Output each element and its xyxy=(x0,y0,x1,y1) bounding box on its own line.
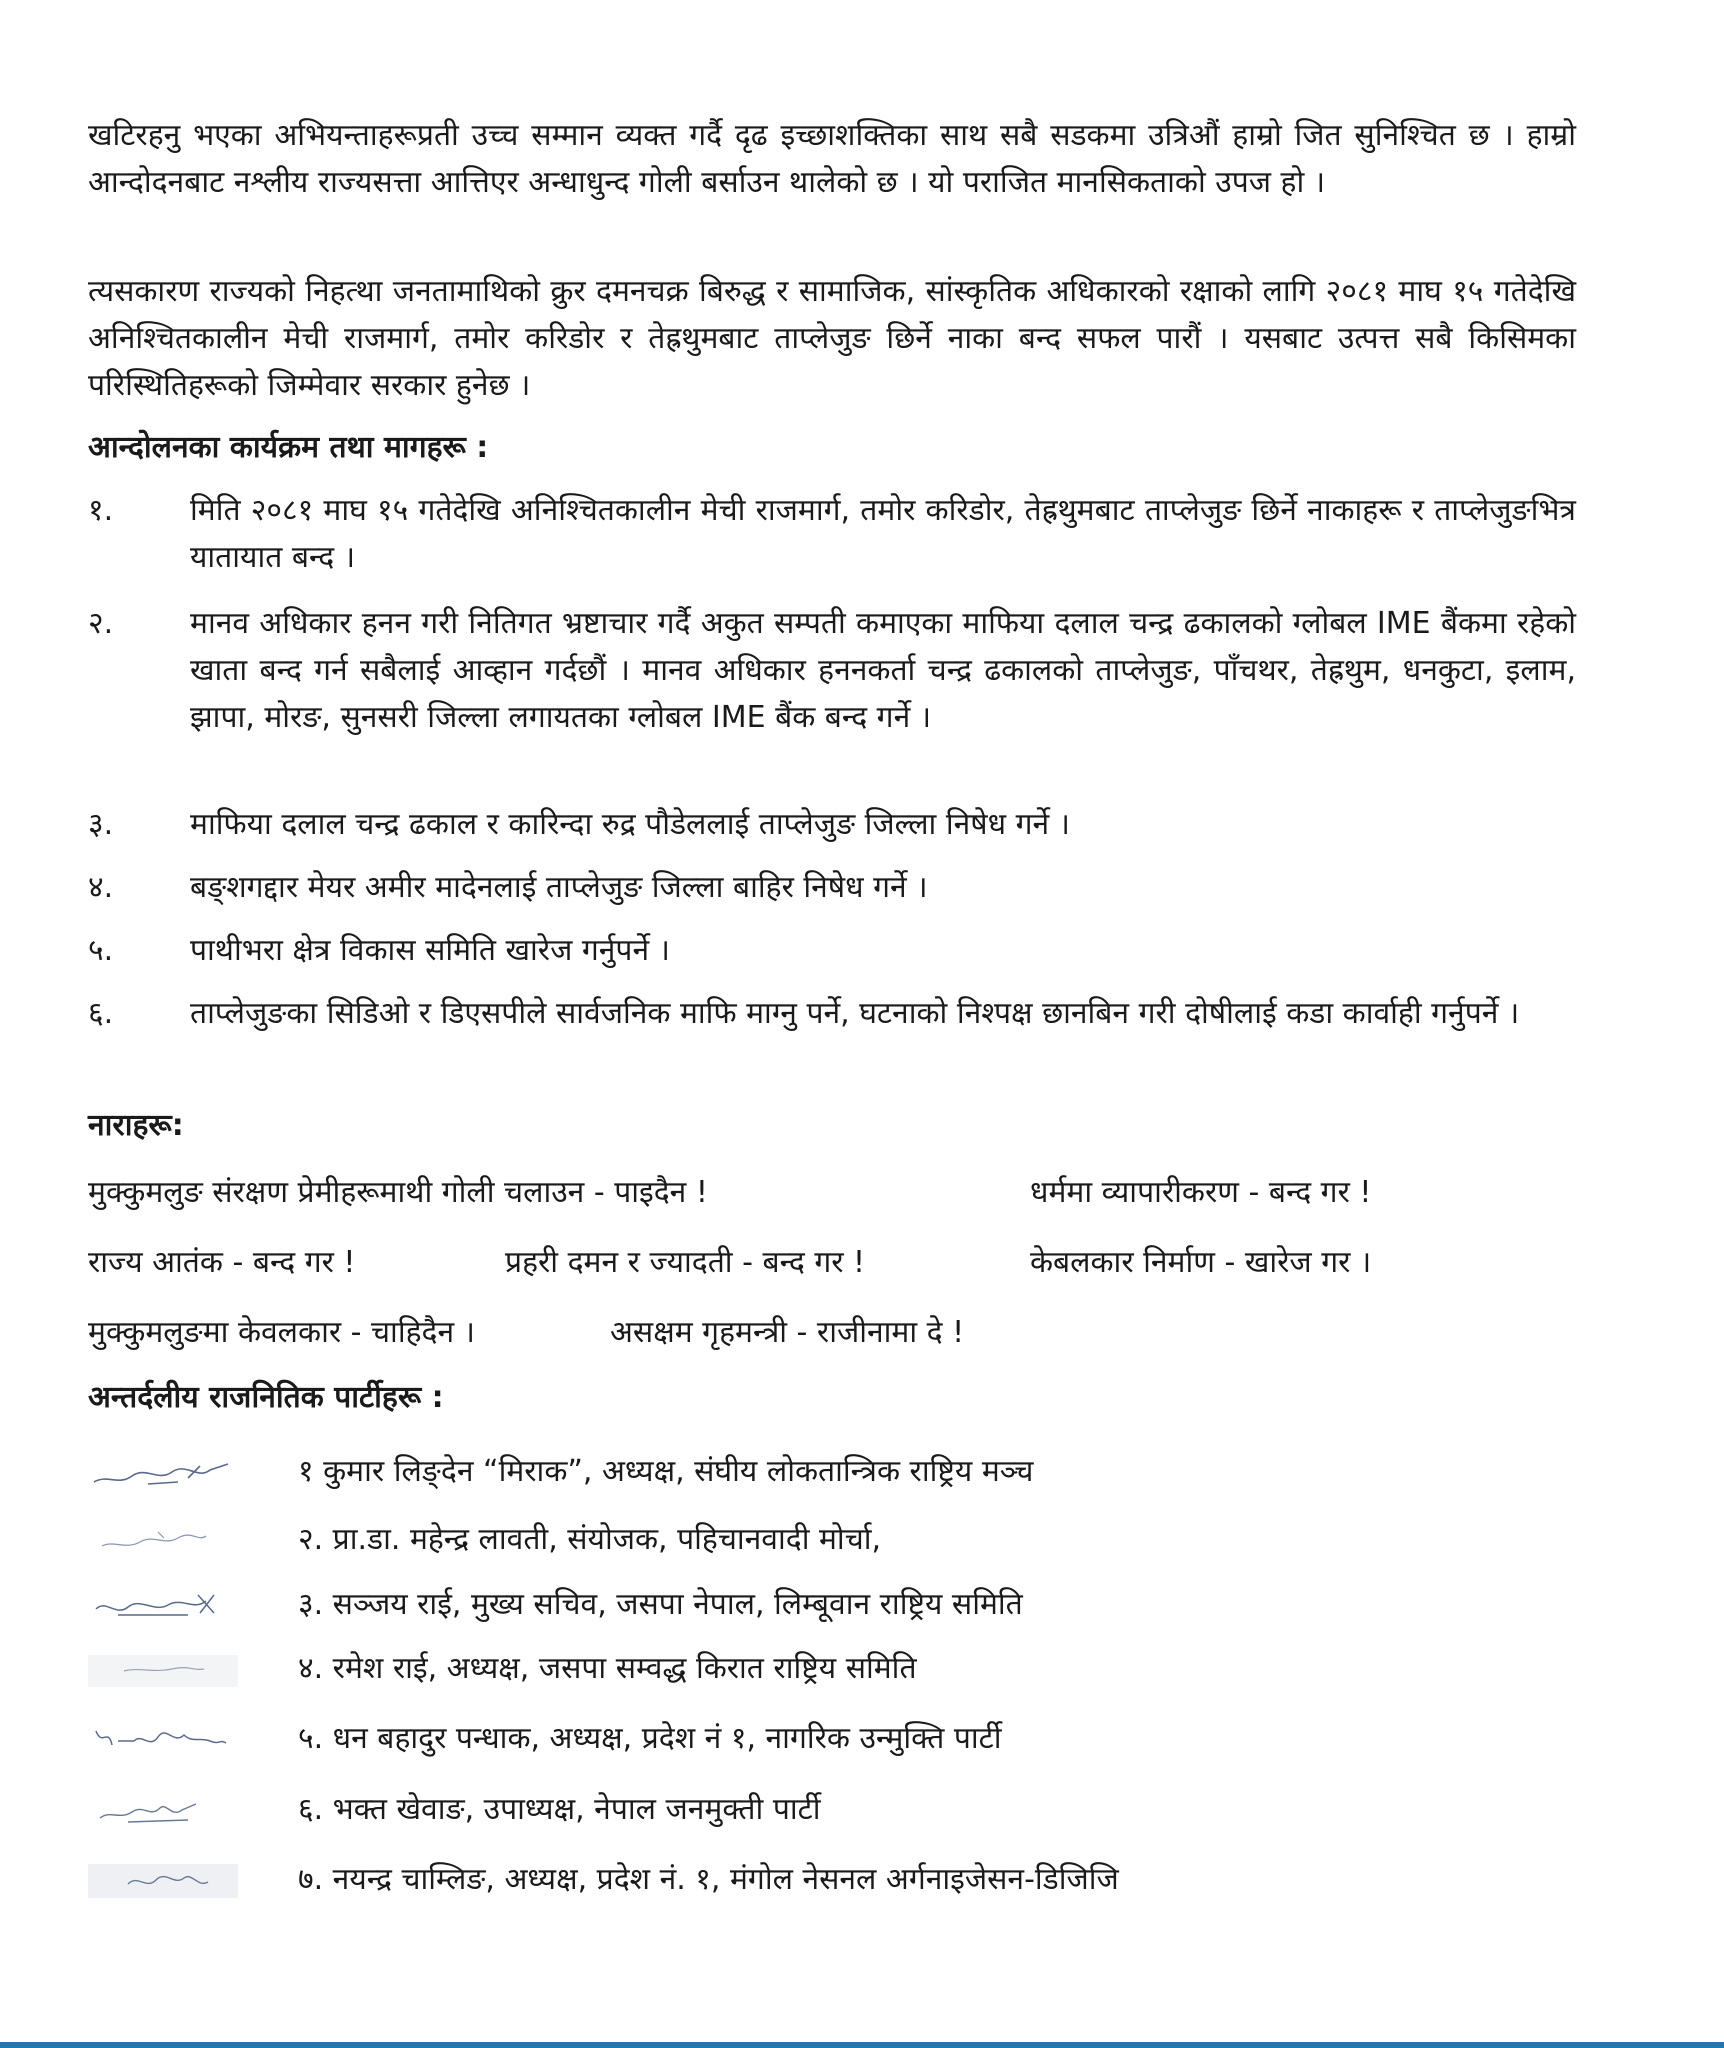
party-member-text: ३. सञ्जय राई, मुख्य सचिव, जसपा नेपाल, लिम्बूवान राष्ट्रिय समिति xyxy=(298,1587,1023,1622)
demand-item xyxy=(88,864,1576,911)
slogan: मुक्कुमलुङमा केवलकार - चाहिदैन । xyxy=(88,1315,476,1350)
demand-item xyxy=(88,600,1576,741)
intro-paragraph-2: त्यसकारण राज्यको निहत्था जनतामाथिको क्रुर दमनचक्र बिरुद्ध र सामाजिक, सांस्कृतिक अधिकारको रक्षाको लागि २०८१ माघ १५ गतेदेखि अनिश्चितकालीन मेची राजमार्ग, तमोर करिडोर र तेह्रथुमबाट ताप्लेजुङ छिर्ने नाका बन्द सफल पारौं । यसबाट उत्पत्त सबै किसिमका परिस्थितिहरूको जिम्मेवार सरकार हुनेछ । xyxy=(88,274,1576,403)
slogan: धर्ममा व्यापारीकरण - बन्द गर ! xyxy=(1030,1175,1372,1210)
party-member-text: ६. भक्त खेवाङ, उपाध्यक्ष, नेपाल जनमुक्ती पार्टी xyxy=(298,1792,821,1827)
bottom-rule xyxy=(0,2042,1724,2048)
demand-text: मानव अधिकार हनन गरी नितिगत भ्रष्टाचार गर्दै अकुत सम्पती कमाएका माफिया दलाल चन्द्र ढकालको ग्लोबल IME बैंकमा रहेको खाता बन्द गर्न सबैलाई आव्हान गर्दछौं । मानव अधिकार हननकर्ता चन्द्र ढकालको ताप्लेजुङ, पाँचथर, तेह्रथुम, धनकुटा, इलाम, झापा, मोरङ, सुनसरी जिल्ला लगायतका ग्लोबल IME बैंक बन्द गर्ने । xyxy=(190,606,1576,735)
party-member-text: ७. नयन्द्र चाम्लिङ, अध्यक्ष, प्रदेश नं. १, मंगोल नेसनल अर्गनाइजेसन-डिजिजि xyxy=(298,1862,1119,1897)
slogan: राज्य आतंक - बन्द गर ! xyxy=(88,1245,356,1280)
party-member-text: १ कुमार लिङ्देन “मिराक”, अध्यक्ष, संघीय लोकतान्त्रिक राष्ट्रिय मञ्च xyxy=(298,1454,1034,1489)
signature-4-icon xyxy=(88,1649,238,1691)
signature-3-icon xyxy=(88,1585,238,1627)
demand-text: पाथीभरा क्षेत्र विकास समिति खारेज गर्नुपर्ने । xyxy=(190,933,671,968)
intro-paragraph-1: खटिरहनु भएका अभियन्ताहरूप्रती उच्च सम्मान व्यक्त गर्दै दृढ इच्छाशक्तिका साथ सबै सडकमा उत्रिऔं हाम्रो जित सुनिश्चित छ । हाम्रो आन्दोदनबाट नश्लीय राज्यसत्ता आत्तिएर अन्धाधुन्द गोली बर्साउन थालेको छ । यो पराजित मानसिकताको उपज हो । xyxy=(88,118,1576,200)
demand-item xyxy=(88,927,1576,974)
signature-1-icon xyxy=(88,1452,238,1494)
party-signatory xyxy=(0,1583,1724,1633)
party-member-text: ५. धन बहादुर पन्धाक, अध्यक्ष, प्रदेश नं १, नागरिक उन्मुक्ति पार्टी xyxy=(298,1721,1002,1756)
demand-item xyxy=(88,801,1576,848)
demand-text: बङ्शगद्दार मेयर अमीर मादेनलाई ताप्लेजुङ जिल्ला बाहिर निषेध गर्ने । xyxy=(190,870,928,905)
demand-text: माफिया दलाल चन्द्र ढकाल र कारिन्दा रुद्र पौडेललाई ताप्लेजुङ जिल्ला निषेध गर्ने । xyxy=(190,807,1071,842)
slogans-heading: नाराहरू: xyxy=(88,1108,184,1143)
party-member-text: ४. रमेश राई, अध्यक्ष, जसपा सम्वद्ध किरात राष्ट्रिय समिति xyxy=(298,1651,917,1686)
party-member-text: २. प्रा.डा. महेन्द्र लावती, संयोजक, पहिचानवादी मोर्चा, xyxy=(298,1522,882,1557)
demand-item xyxy=(88,487,1576,581)
party-signatory xyxy=(0,1450,1724,1500)
demand-number: ५. xyxy=(88,933,114,968)
party-signatory xyxy=(0,1788,1724,1838)
demand-text: मिति २०८१ माघ १५ गतेदेखि अनिश्चितकालीन मेची राजमार्ग, तमोर करिडोर, तेह्रथुमबाट ताप्लेजुङ छिर्ने नाकाहरू र ताप्लेजुङभित्र यातायात बन्द । xyxy=(190,493,1576,575)
slogan: असक्षम गृहमन्त्री - राजीनामा दे ! xyxy=(610,1315,965,1350)
demand-text: ताप्लेजुङका सिडिओ र डिएसपीले सार्वजनिक माफि माग्नु पर्ने, घटनाको निश्पक्ष छानबिन गरी दोषीलाई कडा कार्वाही गर्नुपर्ने । xyxy=(190,996,1520,1031)
demand-number: २. xyxy=(88,606,114,641)
signature-6-icon xyxy=(88,1790,238,1832)
party-signatory xyxy=(0,1717,1724,1767)
signature-2-icon xyxy=(88,1520,238,1562)
party-signatory xyxy=(0,1647,1724,1697)
demand-item xyxy=(88,990,1576,1037)
parties-heading: अन्तर्दलीय राजनितिक पार्टीहरू : xyxy=(88,1380,444,1415)
slogan: प्रहरी दमन र ज्यादती - बन्द गर ! xyxy=(505,1245,866,1280)
demand-number: ३. xyxy=(88,807,114,842)
slogan: मुक्कुमलुङ संरक्षण प्रेमीहरूमाथी गोली चलाउन - पाइदैन ! xyxy=(88,1175,708,1210)
demand-number: १. xyxy=(88,493,114,528)
demand-number: ६. xyxy=(88,996,114,1031)
signature-7-icon xyxy=(88,1860,238,1902)
demand-number: ४. xyxy=(88,870,114,905)
party-signatory xyxy=(0,1518,1724,1568)
program-heading: आन्दोलनका कार्यक्रम तथा मागहरू : xyxy=(88,430,489,465)
slogan: केबलकार निर्माण - खारेज गर । xyxy=(1030,1245,1372,1280)
party-signatory xyxy=(0,1858,1724,1908)
signature-5-icon xyxy=(88,1719,238,1761)
